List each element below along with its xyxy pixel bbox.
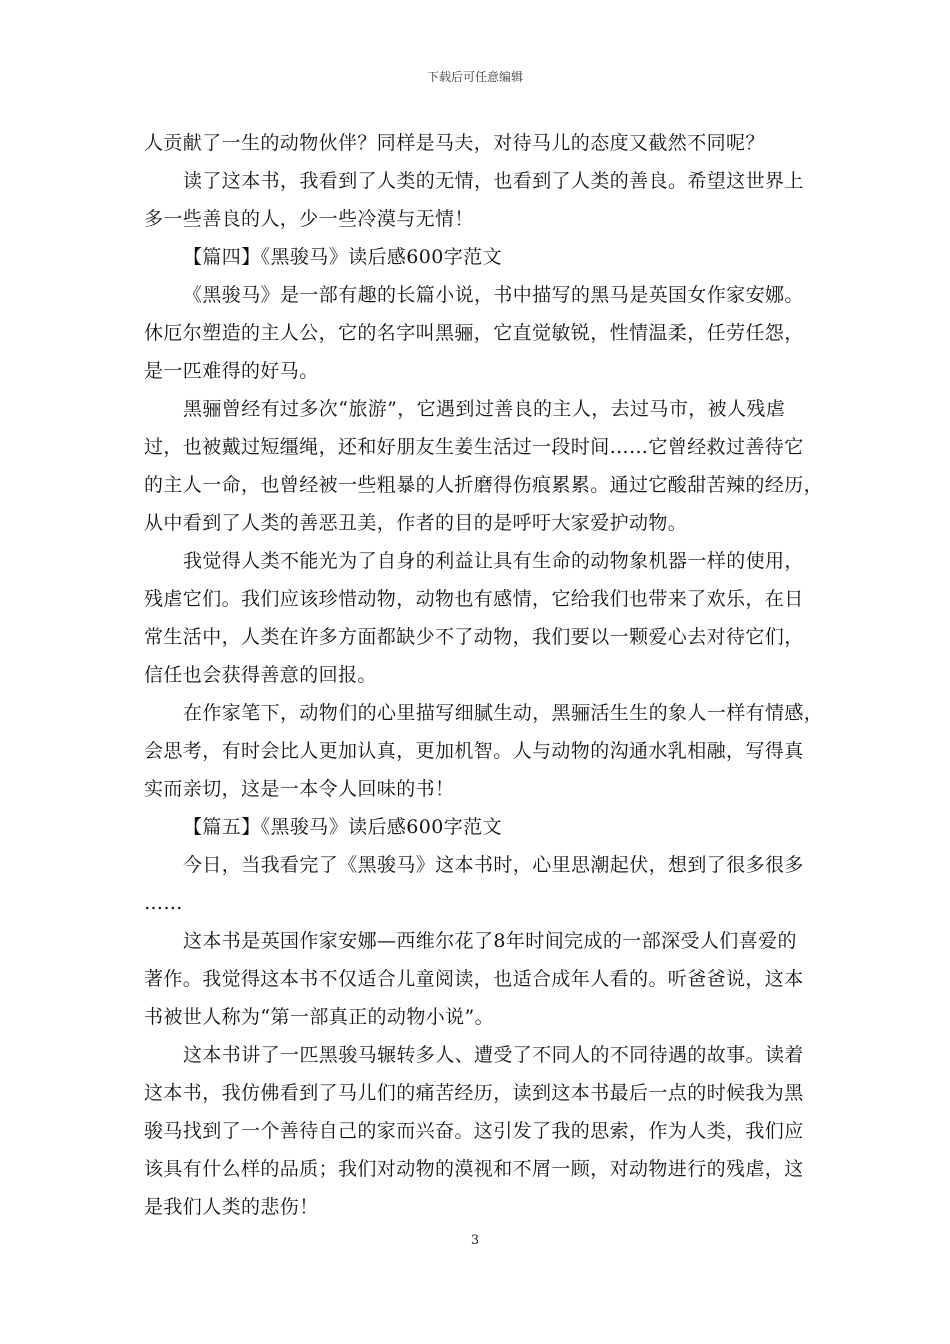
text-line: 人贡献了一生的动物伙伴？同样是马夫，对待马儿的态度又截然不同呢？ (144, 132, 765, 154)
text-line: 从中看到了人类的善恶丑美，作者的目的是呼吁大家爱护动物。 (144, 512, 688, 534)
text-line: 这本书讲了一匹黑骏马辗转多人、遭受了不同人的不同待遇的故事。读着 (183, 1044, 804, 1066)
text-line: 著作。我觉得这本书不仅适合儿童阅读，也适合成年人看的。听爸爸说，这本 (144, 968, 804, 990)
text-line: …… (144, 892, 183, 914)
text-line: 常生活中，人类在许多方面都缺少不了动物，我们要以一颗爱心去对待它们， (144, 626, 804, 648)
text-line: 多一些善良的人，少一些冷漠与无情！ (144, 208, 474, 230)
text-line: 骏马找到了一个善待自己的家而兴奋。这引发了我的思索，作为人类，我们应 (144, 1120, 804, 1142)
section-heading: 【篇四】《黑骏马》读后感600字范文 (183, 246, 502, 268)
text-line: 《黑骏马》是一部有趣的长篇小说，书中描写的黑马是英国女作家安娜。 (183, 284, 804, 306)
text-line: 我觉得人类不能光为了自身的利益让具有生命的动物象机器一样的使用， (183, 550, 804, 572)
text-line: 会思考，有时会比人更加认真，更加机智。人与动物的沟通水乳相融，写得真 (144, 740, 804, 762)
text-line: 休厄尔塑造的主人公，它的名字叫黑骊，它直觉敏锐，性情温柔，任劳任怨， (144, 322, 804, 344)
text-line: 是我们人类的悲伤！ (144, 1196, 319, 1218)
text-line: 黑骊曾经有过多次“旅游”，它遇到过善良的主人，去过马市，被人残虐 (183, 398, 786, 420)
page-number: 3 (470, 1233, 480, 1248)
text-line: 今日，当我看完了《黑骏马》这本书时，心里思潮起伏，想到了很多很多 (183, 854, 804, 876)
text-line: 在作家笔下，动物们的心里描写细腻生动，黑骊活生生的象人一样有情感， (183, 702, 824, 724)
section-heading: 【篇五】《黑骏马》读后感600字范文 (183, 816, 502, 838)
text-line: 该具有什么样的品质；我们对动物的漠视和不屑一顾，对动物进行的残虐，这 (144, 1158, 804, 1180)
text-line: 读了这本书，我看到了人类的无情，也看到了人类的善良。希望这世界上 (183, 170, 804, 192)
text-line: 这本书是英国作家安娜—西维尔花了8年时间完成的一部深受人们喜爱的 (183, 930, 797, 952)
text-line: 实而亲切，这是一本令人回味的书！ (144, 778, 455, 800)
text-line: 信任也会获得善意的回报。 (144, 664, 377, 686)
text-line: 残虐它们。我们应该珍惜动物，动物也有感情，它给我们也带来了欢乐，在日 (144, 588, 804, 610)
page-header: 下载后可任意编辑 (426, 70, 523, 84)
document-body (144, 124, 824, 1226)
text-line: 书被世人称为“第一部真正的动物小说”。 (144, 1006, 495, 1028)
text-line: 过，也被戴过短缰绳，还和好朋友生姜生活过一段时间……它曾经救过善待它 (144, 436, 804, 458)
text-line: 的主人一命，也曾经被一些粗暴的人折磨得伤痕累累。通过它酸甜苦辣的经历， (144, 474, 824, 496)
text-line: 是一匹难得的好马。 (144, 360, 319, 382)
text-line: 这本书，我仿佛看到了马儿们的痛苦经历，读到这本书最后一点的时候我为黑 (144, 1082, 804, 1104)
